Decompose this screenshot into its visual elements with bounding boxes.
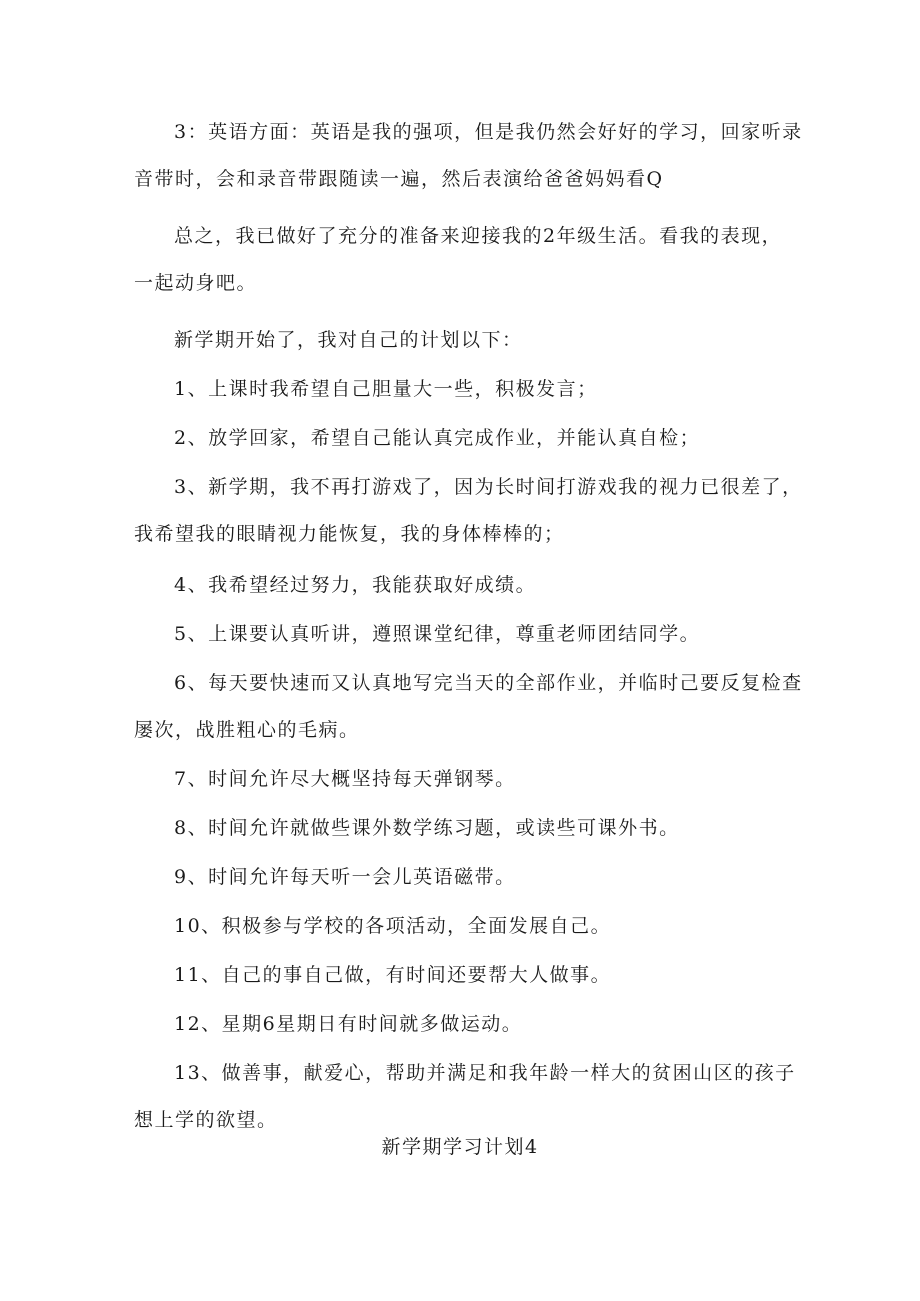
list-item: 5、上课要认真听讲，遵照课堂纪律，尊重老师团结同学。 <box>174 623 701 645</box>
document-body <box>134 109 814 1144</box>
paragraph-line: 一起动身吧。 <box>134 272 258 294</box>
paragraph-line: 总之，我已做好了充分的准备来迎接我的2年级生活。看我的表现， <box>174 225 783 247</box>
paragraph-line: 新学期开始了，我对自己的计划以下： <box>174 329 523 351</box>
section-title: 新学期学习计划4 <box>381 1136 539 1158</box>
list-item: 7、时间允许尽大概坚持每天弹钢琴。 <box>174 768 516 790</box>
paragraph-line: 音带时，会和录音带跟随读一遍，然后表演给爸爸妈妈看Q <box>134 168 664 190</box>
list-item-continuation: 我希望我的眼睛视力能恢复，我的身体棒棒的； <box>134 523 565 545</box>
list-item: 11、自己的事自己做，有时间还要帮大人做事。 <box>174 964 612 986</box>
list-item-continuation: 屡次，战胜粗心的毛病。 <box>134 719 360 741</box>
list-item: 8、时间允许就做些课外数学练习题，或读些可课外书。 <box>174 817 680 839</box>
list-item: 12、星期6星期日有时间就多做运动。 <box>174 1013 523 1035</box>
list-item: 1、上课时我希望自己胆量大一些，积极发言； <box>174 378 598 400</box>
list-item-continuation: 想上学的欲望。 <box>134 1109 278 1131</box>
list-item: 6、每天要快速而又认真地写完当天的全部作业，并临时己要反复检查 <box>174 672 803 694</box>
list-item: 13、做善事，献爱心，帮助并满足和我年龄一样大的贫困山区的孩子 <box>174 1062 796 1084</box>
list-item: 2、放学回家，希望自己能认真完成作业，并能认真自检； <box>174 427 701 449</box>
list-item: 10、积极参与学校的各项活动，全面发展自己。 <box>174 915 612 937</box>
list-item: 9、时间允许每天听一会儿英语磁带。 <box>174 866 516 888</box>
paragraph-line: 3：英语方面：英语是我的强项，但是我仍然会好好的学习，回家听录 <box>174 121 803 143</box>
list-item: 3、新学期，我不再打游戏了，因为长时间打游戏我的视力已很差了， <box>174 476 803 498</box>
list-item: 4、我希望经过努力，我能获取好成绩。 <box>174 574 537 596</box>
